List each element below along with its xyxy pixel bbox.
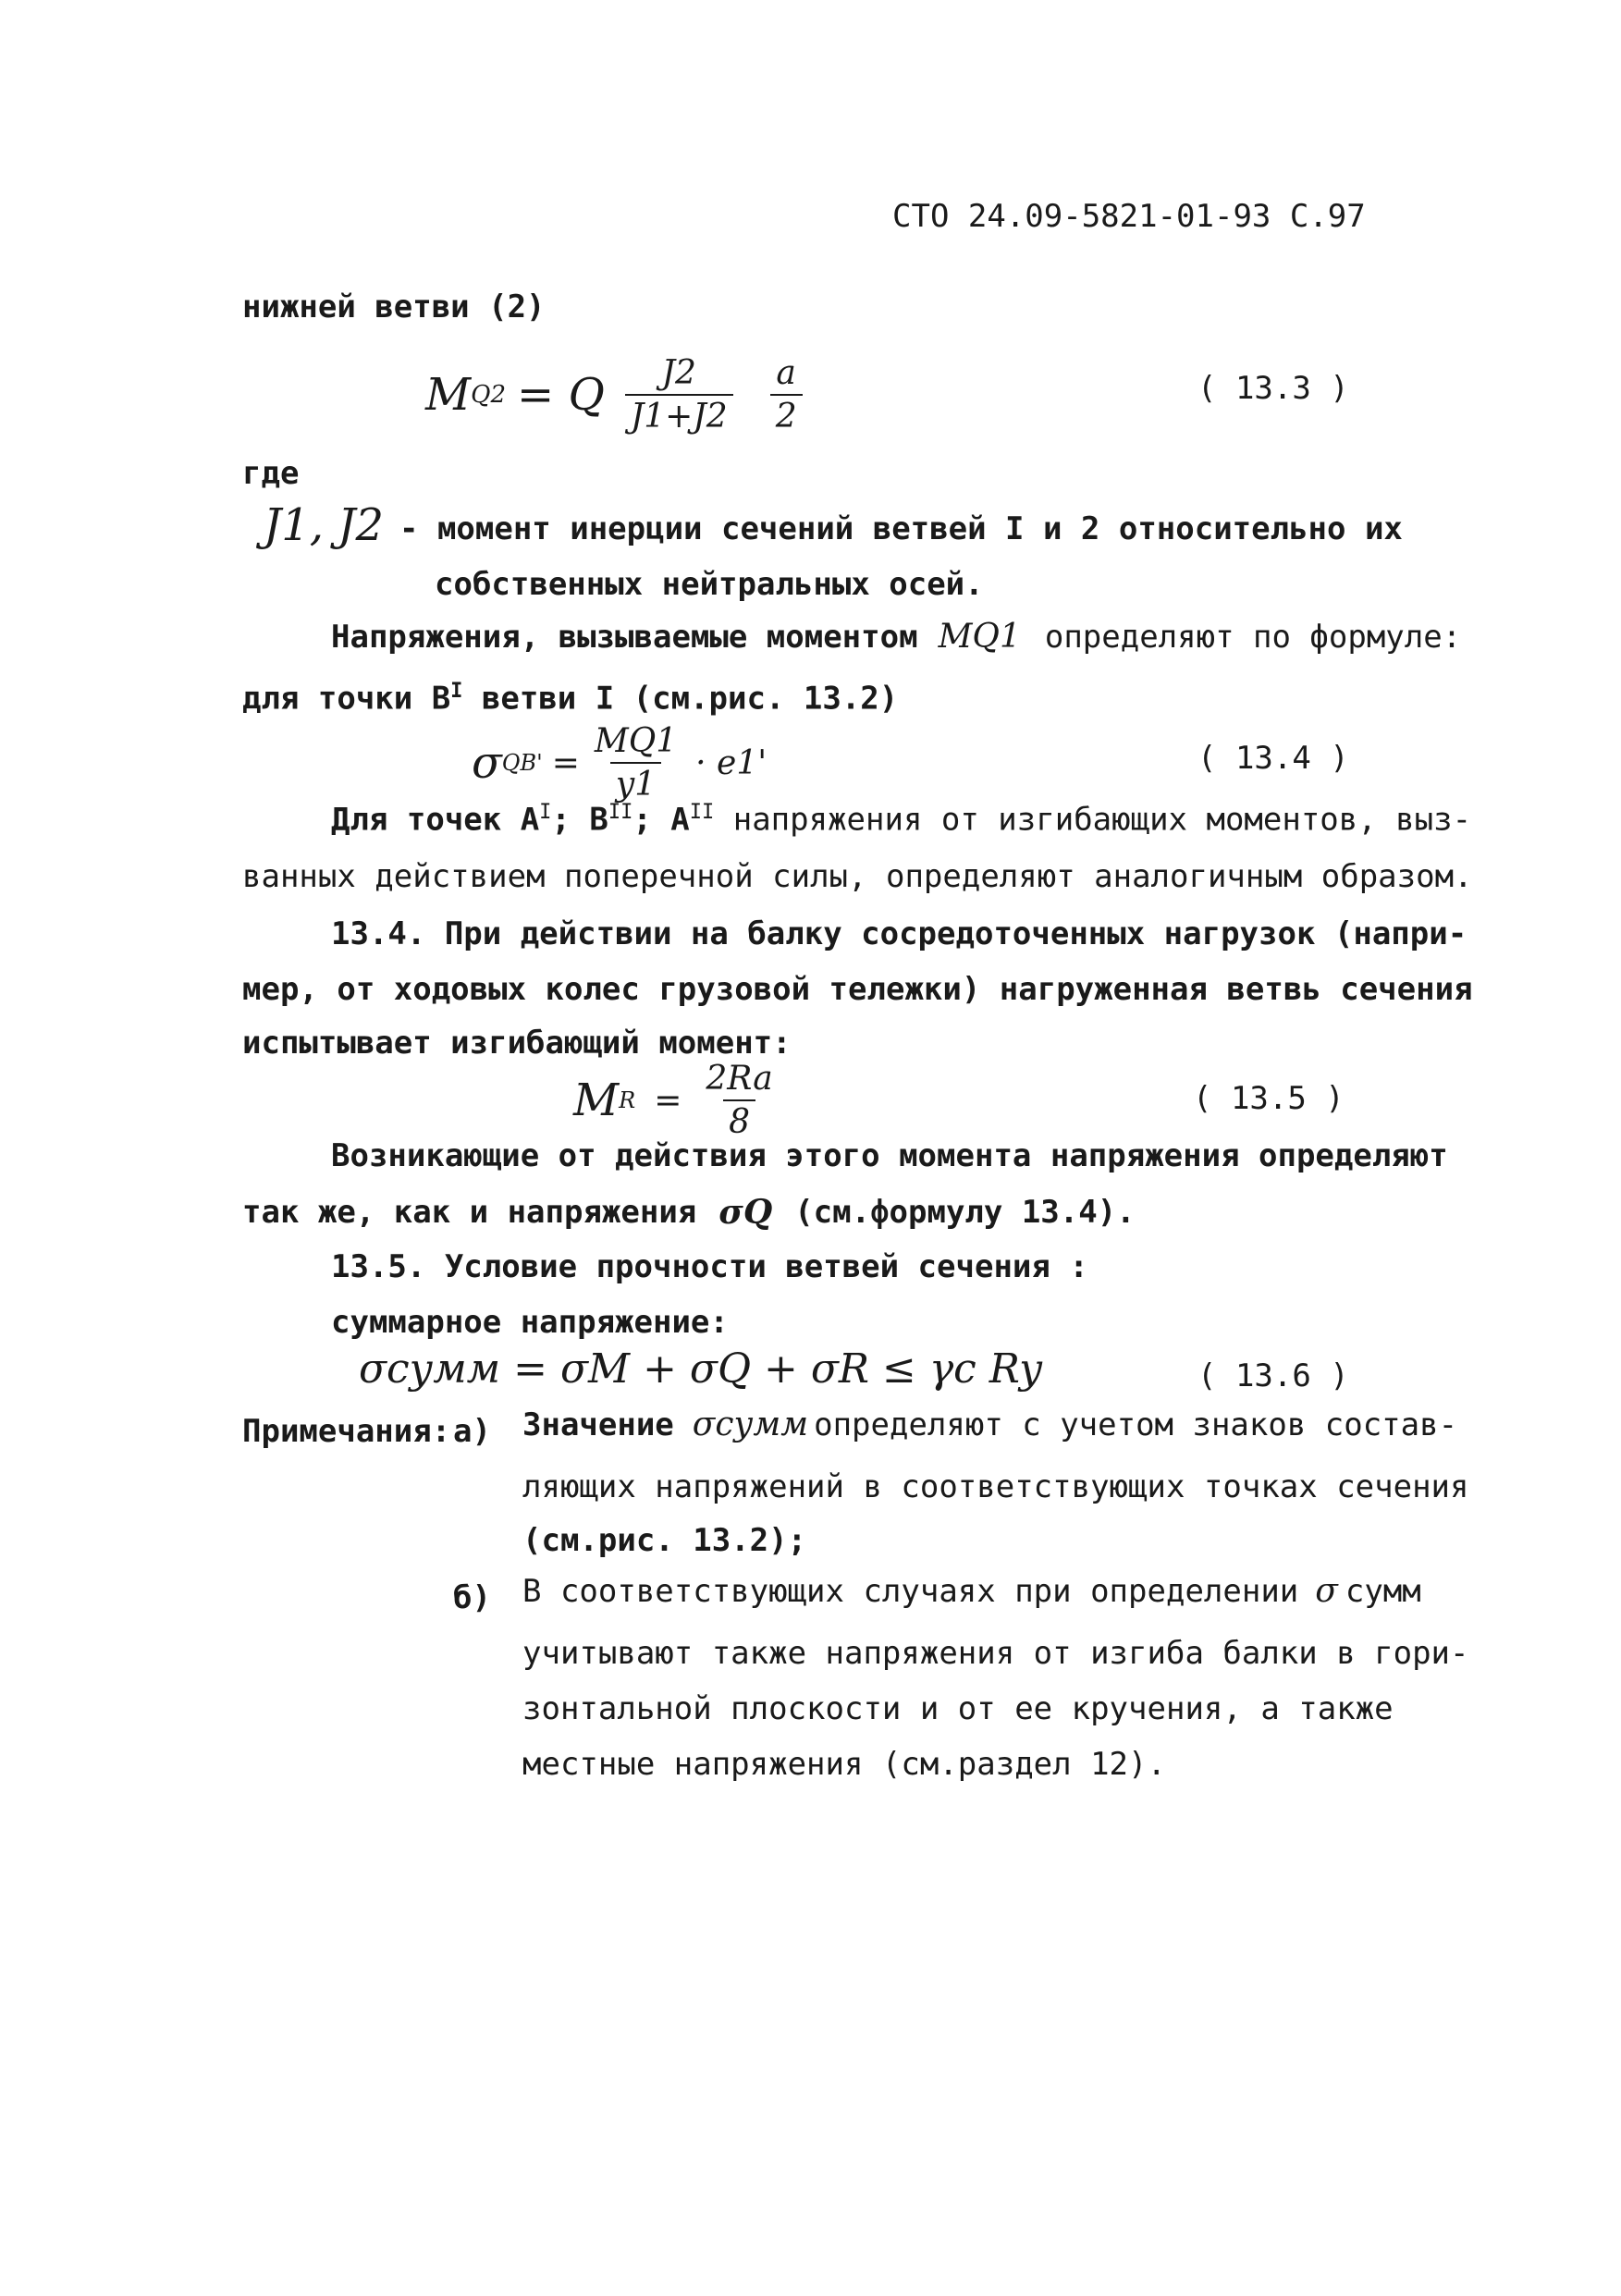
text-fragment: Значение <box>522 1406 674 1443</box>
eq-denominator: y1 <box>610 762 661 804</box>
eq-tail: · e1' <box>695 743 768 782</box>
text-fragment: так же, как и напряжения <box>242 1194 697 1231</box>
eq-fraction-2 <box>770 354 803 436</box>
eq-numerator: J2 <box>661 354 696 392</box>
eq-numerator: 2Ra <box>706 1060 773 1098</box>
eq-numerator-2: a <box>776 354 796 392</box>
text-fragment: для точки В <box>242 680 451 718</box>
text-line: где <box>242 455 300 492</box>
text-fragment: Напряжения, вызываемые моментом <box>331 618 918 656</box>
eq-numerator: MQ1 <box>594 722 678 760</box>
eq-fraction <box>589 722 682 804</box>
equation-number: ( 13.3 ) <box>1197 370 1349 407</box>
eq-denominator: 8 <box>723 1099 755 1141</box>
superscript: II <box>689 801 715 824</box>
text-line: учитывают также напряжения от изгиба балки в гори- <box>522 1635 1469 1672</box>
text-line: - момент инерции сечений ветвей I и 2 относительно их <box>399 510 1403 547</box>
text-fragment: В соответствующих случаях при определении <box>522 1572 1299 1610</box>
eq-lhs-sub: Q2 <box>471 381 507 409</box>
text-line: ванных действием поперечной силы, определяют аналогичным образом. <box>242 858 1473 895</box>
text-fragment: Для точек А <box>331 801 540 839</box>
notes-label: Примечания: <box>242 1413 451 1450</box>
text-line <box>331 618 1461 656</box>
symbol-sigma: σ <box>1315 1572 1338 1610</box>
j-symbols: J1, J2 <box>264 499 385 551</box>
text-line: (см.рис. 13.2); <box>522 1522 807 1559</box>
text-line <box>522 1406 1457 1443</box>
text-fragment: определяют по формуле: <box>1044 618 1462 656</box>
equation-13-6: σсумм = σM + σQ + σR ≤ γc Ry <box>359 1345 1043 1393</box>
text-line: Возникающие от действия этого момента напряжения определяют <box>331 1137 1448 1174</box>
text-line: мер, от ходовых колес грузовой тележки) нагруженная ветвь сечения <box>242 971 1473 1008</box>
eq-lhs: M <box>425 369 472 421</box>
eq-equals: = <box>551 743 580 782</box>
text-fragment: сумм <box>1345 1572 1421 1610</box>
equation-number: ( 13.6 ) <box>1197 1357 1349 1394</box>
eq-fraction <box>625 354 733 436</box>
superscript: I <box>450 680 463 703</box>
superscript: II <box>608 801 633 824</box>
text-line: зонтальной плоскости и от ее кручения, а также <box>522 1690 1394 1727</box>
eq-fraction <box>700 1060 778 1141</box>
eq-denominator: J1+J2 <box>625 394 733 436</box>
text-line: 13.4. При действии на балку сосредоточенных нагрузок (напри- <box>331 915 1467 952</box>
text-fragment: определяют с учетом знаков состав- <box>814 1406 1458 1443</box>
text-line <box>331 801 1471 838</box>
doc-reference: СТО 24.09-5821-01-93 С.97 <box>892 198 1366 235</box>
text-fragment: ; А <box>632 801 690 839</box>
eq-lhs: M <box>573 1074 620 1126</box>
eq-lhs: σ <box>472 737 502 789</box>
symbol-sigma-summ: σсумм <box>692 1406 809 1443</box>
equation-13-3 <box>425 344 803 446</box>
note-marker: б) <box>453 1579 491 1616</box>
text-line: испытывает изгибающий момент: <box>242 1025 792 1062</box>
text-fragment: ; В <box>551 801 608 839</box>
text-line <box>522 1572 1421 1610</box>
eq-equals: = <box>654 1081 682 1120</box>
text-fragment: ветви I (см.рис. 13.2) <box>462 680 899 718</box>
eq-lhs-sub: QB' <box>501 750 543 776</box>
text-fragment: напряжения от изгибающих моментов, выз- <box>714 801 1472 839</box>
eq-lhs-sub: R <box>619 1087 636 1113</box>
equation-number: ( 13.5 ) <box>1193 1080 1345 1117</box>
text-fragment: (см.формулу 13.4). <box>794 1194 1136 1231</box>
text-line: местные напряжения (см.раздел 12). <box>522 1746 1166 1783</box>
equation-number: ( 13.4 ) <box>1197 740 1349 777</box>
text-line: суммарное напряжение: <box>331 1304 729 1341</box>
equation-13-4 <box>472 721 767 804</box>
text-line <box>242 1193 1136 1232</box>
text-line: собственных нейтральных осей. <box>435 566 984 603</box>
superscript: I <box>539 801 552 824</box>
text-line: ляющих напряжений в соответствующих точках сечения <box>522 1468 1469 1505</box>
eq-denominator-2: 2 <box>770 394 803 436</box>
text-line: нижней ветви (2) <box>242 289 546 325</box>
eq-equals: = Q <box>517 369 605 421</box>
equation-13-5 <box>573 1059 779 1142</box>
text-line: 13.5. Условие прочности ветвей сечения : <box>331 1248 1088 1285</box>
symbol-sigma-q: σQ <box>718 1193 773 1232</box>
symbol-mq1: MQ1 <box>938 618 1021 656</box>
note-marker: а) <box>453 1413 491 1450</box>
text-line <box>242 680 898 717</box>
